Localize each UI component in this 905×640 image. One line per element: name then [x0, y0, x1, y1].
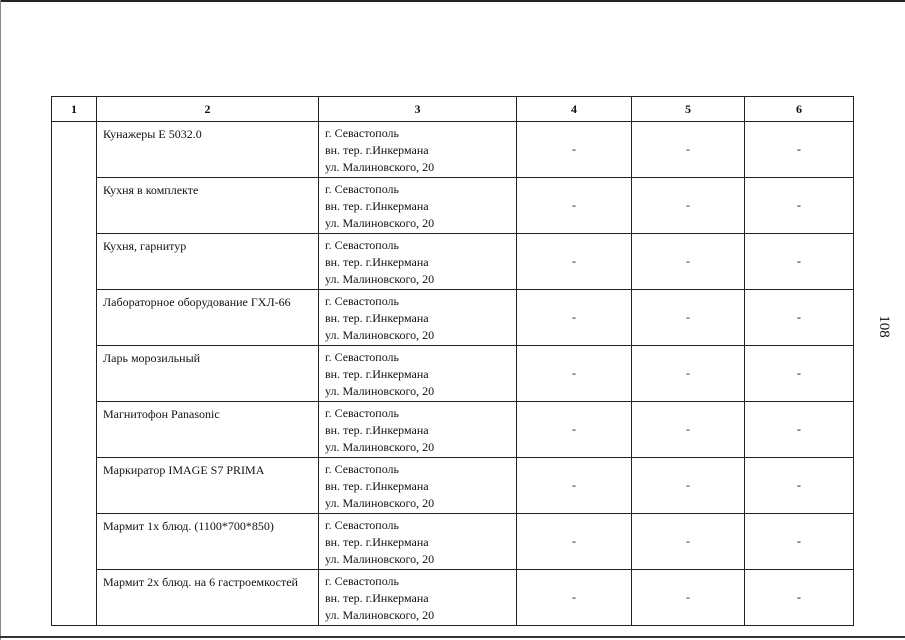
address-line: г. Севастополь: [325, 518, 400, 532]
value-cell-col-5: -: [632, 122, 745, 178]
address-cell: [319, 458, 517, 514]
address-line: ул. Малиновского, 20: [325, 440, 435, 454]
value-cell-col-5: -: [632, 290, 745, 346]
value-cell-col-4: -: [517, 402, 632, 458]
address-line: ул. Малиновского, 20: [325, 160, 435, 174]
value-cell-col-6: -: [745, 346, 854, 402]
address-cell: [319, 514, 517, 570]
address-line: ул. Малиновского, 20: [325, 608, 435, 622]
header-col-4: 4: [517, 97, 632, 122]
address-cell: [319, 178, 517, 234]
header-col-2: 2: [97, 97, 319, 122]
item-name-cell: Кухня, гарнитур: [97, 234, 319, 290]
header-col-6: 6: [745, 97, 854, 122]
address-line: вн. тер. г.Инкермана: [325, 367, 429, 381]
address-line: ул. Малиновского, 20: [325, 328, 435, 342]
address-line: вн. тер. г.Инкермана: [325, 423, 429, 437]
table-row: [52, 122, 854, 178]
index-cell: [52, 122, 97, 626]
address-line: г. Севастополь: [325, 126, 400, 140]
table-row: [52, 514, 854, 570]
table-row: [52, 570, 854, 626]
value-cell-col-4: -: [517, 570, 632, 626]
table-row: [52, 290, 854, 346]
item-name-cell: Кунажеры Е 5032.0: [97, 122, 319, 178]
table-body: [52, 122, 854, 626]
page-number: 108: [875, 315, 892, 338]
header-col-3: 3: [319, 97, 517, 122]
address-line: вн. тер. г.Инкермана: [325, 255, 429, 269]
address-line: ул. Малиновского, 20: [325, 496, 435, 510]
item-name-cell: Маркиратор IMAGE S7 PRIMA: [97, 458, 319, 514]
value-cell-col-6: -: [745, 570, 854, 626]
address-line: г. Севастополь: [325, 406, 400, 420]
value-cell-col-6: -: [745, 402, 854, 458]
value-cell-col-4: -: [517, 346, 632, 402]
value-cell-col-5: -: [632, 458, 745, 514]
value-cell-col-6: -: [745, 290, 854, 346]
address-line: вн. тер. г.Инкермана: [325, 199, 429, 213]
top-border-line: [0, 0, 905, 2]
table-row: [52, 234, 854, 290]
address-line: вн. тер. г.Инкермана: [325, 591, 429, 605]
address-line: г. Севастополь: [325, 182, 400, 196]
value-cell-col-4: -: [517, 458, 632, 514]
left-border-line: [0, 0, 1, 640]
bottom-border-line: [0, 636, 905, 638]
address-line: ул. Малиновского, 20: [325, 216, 435, 230]
item-name-cell: Магнитофон Panasonic: [97, 402, 319, 458]
address-line: г. Севастополь: [325, 294, 400, 308]
value-cell-col-5: -: [632, 570, 745, 626]
value-cell-col-4: -: [517, 122, 632, 178]
address-line: вн. тер. г.Инкермана: [325, 535, 429, 549]
address-cell: [319, 234, 517, 290]
item-name-cell: Ларь морозильный: [97, 346, 319, 402]
value-cell-col-4: -: [517, 178, 632, 234]
address-cell: [319, 122, 517, 178]
item-name-cell: Лабораторное оборудование ГХЛ-66: [97, 290, 319, 346]
value-cell-col-6: -: [745, 122, 854, 178]
address-cell: [319, 346, 517, 402]
address-cell: [319, 290, 517, 346]
value-cell-col-6: -: [745, 458, 854, 514]
address-line: г. Севастополь: [325, 462, 400, 476]
table-header-row: [52, 97, 854, 122]
header-col-5: 5: [632, 97, 745, 122]
value-cell-col-6: -: [745, 234, 854, 290]
header-col-1: 1: [52, 97, 97, 122]
address-line: вн. тер. г.Инкермана: [325, 311, 429, 325]
address-line: ул. Малиновского, 20: [325, 272, 435, 286]
value-cell-col-5: -: [632, 402, 745, 458]
address-cell: [319, 570, 517, 626]
item-name-cell: Мармит 1х блюд. (1100*700*850): [97, 514, 319, 570]
value-cell-col-5: -: [632, 346, 745, 402]
address-cell: [319, 402, 517, 458]
value-cell-col-5: -: [632, 234, 745, 290]
address-line: г. Севастополь: [325, 574, 400, 588]
address-line: г. Севастополь: [325, 238, 400, 252]
value-cell-col-4: -: [517, 514, 632, 570]
table-row: [52, 346, 854, 402]
value-cell-col-4: -: [517, 290, 632, 346]
value-cell-col-6: -: [745, 514, 854, 570]
table-row: [52, 458, 854, 514]
address-line: г. Севастополь: [325, 350, 400, 364]
table-row: [52, 178, 854, 234]
value-cell-col-5: -: [632, 178, 745, 234]
item-name-cell: Кухня в комплекте: [97, 178, 319, 234]
address-line: вн. тер. г.Инкермана: [325, 143, 429, 157]
inventory-table: [51, 96, 854, 626]
address-line: ул. Малиновского, 20: [325, 384, 435, 398]
table-row: [52, 402, 854, 458]
address-line: вн. тер. г.Инкермана: [325, 479, 429, 493]
item-name-cell: Мармит 2х блюд. на 6 гастроемкостей: [97, 570, 319, 626]
address-line: ул. Малиновского, 20: [325, 552, 435, 566]
value-cell-col-5: -: [632, 514, 745, 570]
value-cell-col-4: -: [517, 234, 632, 290]
value-cell-col-6: -: [745, 178, 854, 234]
